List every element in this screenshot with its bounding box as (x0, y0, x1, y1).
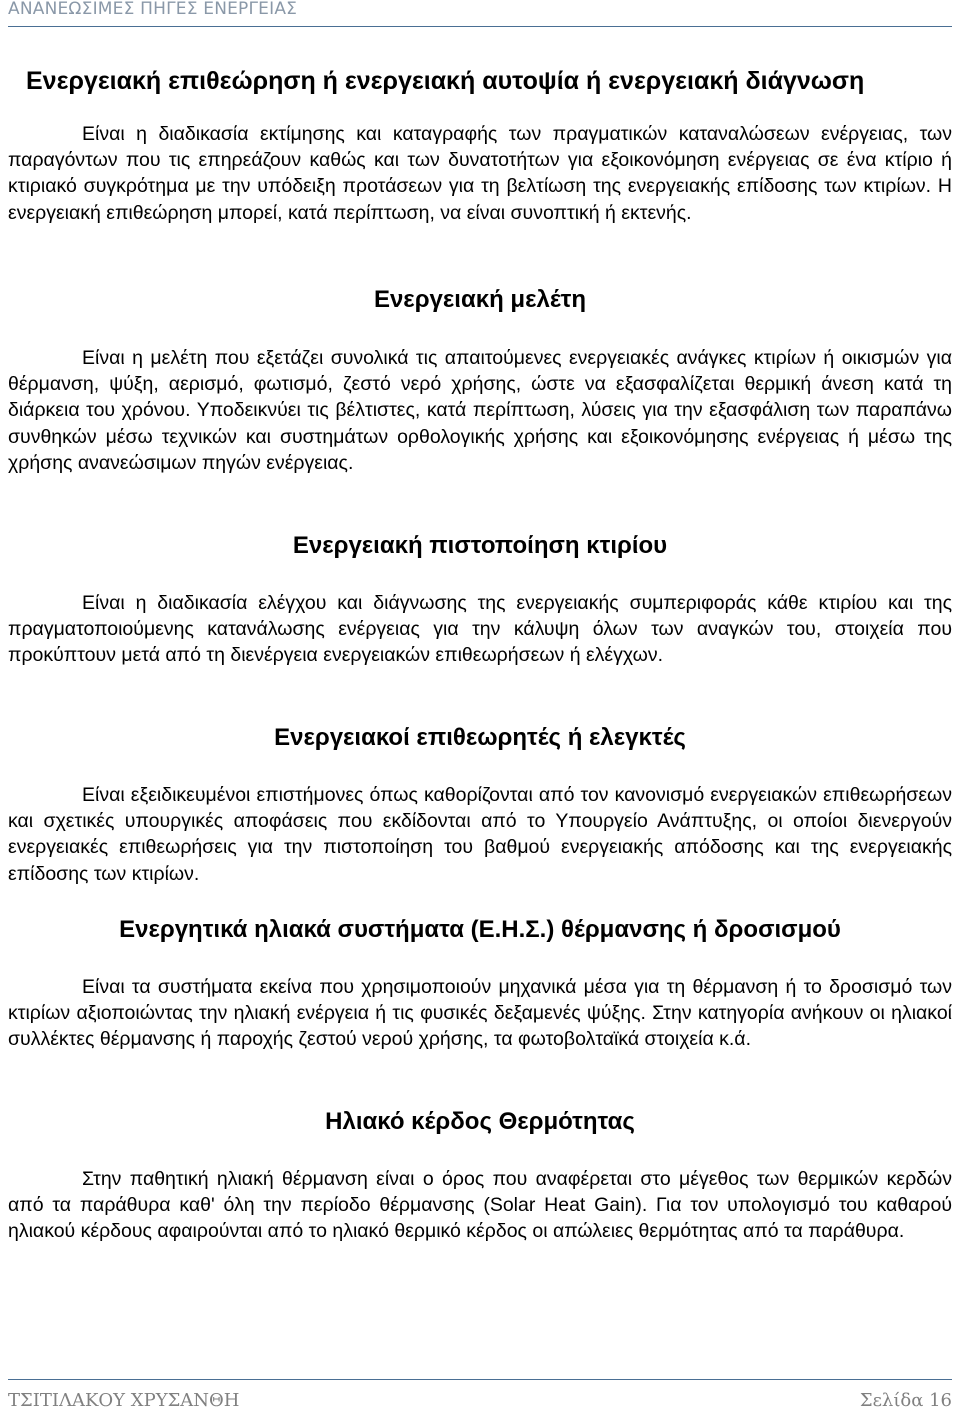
section-5-paragraph: Στην παθητική ηλιακή θέρμανση είναι ο όρος που αναφέρεται στο μέγεθος των θερμικών κερδών από τα παράθυρα καθ' όλη την περίοδο θέρμανσης (Solar Heat Gain). Για τον υπολογισμό του καθαρού ηλιακού κέρδους αφαιρούνται από το ηλιακό θερμικό κέρδος οι απώλειες θερμότητας από τα παράθυρα. (8, 1168, 952, 1243)
section-1-heading: Ενεργειακή μελέτη (373, 286, 587, 313)
section-3-heading: Ενεργειακοί επιθεωρητές ή ελεγκτές (274, 724, 686, 751)
section-4-paragraph: Είναι τα συστήματα εκείνα που χρησιμοποιούν μηχανικά μέσα για τη θέρμανση ή το δροσισμό των κτιρίων αξιοποιώντας την ηλιακή ενέργεια ή τις φυσικές δεξαμενές ψύξης. Στην κατηγορία ανήκουν οι ηλιακοί συλλέκτες θέρμανσης ή παροχής ζεστού νερού χρήσης, τα φωτοβολταϊκά στοιχεία κ.ά. (8, 976, 952, 1051)
section-3-paragraph: Είναι εξειδικευμένοι επιστήμονες όπως καθορίζονται από τον κανονισμό ενεργειακών επιθεωρήσεων και σχετικές υπουργικές αποφάσεις που εκδίδονται από το Υπουργείο Ανάπτυξης, οι οποίοι διενεργούν ενεργειακές επιθεωρήσεις για την πιστοποίηση του βαθμού ενεργειακής απόδοσης και της ενεργειακής επίδοσης των κτιρίων. (8, 784, 952, 885)
page-header (8, 0, 952, 27)
footer-page-number: Σελίδα 16 (859, 1390, 952, 1411)
page-footer (8, 1379, 952, 1411)
section-4-heading: Ενεργητικά ηλιακά συστήματα (Ε.Η.Σ.) θέρμανσης ή δροσισμού (119, 916, 841, 943)
section-5-heading: Ηλιακό κέρδος Θερμότητας (325, 1108, 635, 1135)
header-title: ΑΝΑΝΕΩΣΙΜΕΣ ΠΗΓΕΣ ΕΝΕΡΓΕΙΑΣ (8, 0, 298, 19)
section-2-heading: Ενεργειακή πιστοποίηση κτιρίου (292, 532, 668, 559)
section-0-paragraph: Είναι η διαδικασία εκτίμησης και καταγραφής των πραγματικών καταναλώσεων ενέργειας, των παραγόντων που τις επηρεάζουν καθώς και των δυνατοτήτων για εξοικονόμηση ενέργειας σε ένα κτίριο ή κτιριακό συγκρότημα με την υπόδειξη προτάσεων για τη βελτίωση της ενεργειακής επίδοσης των κτιρίων. Η ενεργειακή επιθεώρηση μπορεί, κατά περίπτωση, να είναι συνοπτική ή εκτενής. (8, 123, 952, 224)
main-title: Ενεργειακή επιθεώρηση ή ενεργειακή αυτοψία ή ενεργειακή διάγνωση (26, 67, 865, 95)
section-1-paragraph: Είναι η μελέτη που εξετάζει συνολικά τις απαιτούμενες ενεργειακές ανάγκες κτιρίων ή οικισμών για θέρμανση, ψύξη, αερισμό, φωτισμό, ζεστό νερό χρήσης, ώστε να εξασφαλίζεται θερμική άνεση κατά τη διάρκεια του χρόνου. Υποδεικνύει τις βέλτιστες, κατά περίπτωση, λύσεις για την εξασφάλιση των παραπάνω συνθηκών μέσω τεχνικών και συστημάτων ορθολογικής χρήσης και εξοικονόμησης ενέργειας ή μέσω της χρήσης ανανεώσιμων πηγών ενέργειας. (8, 347, 952, 474)
section-2-paragraph: Είναι η διαδικασία ελέγχου και διάγνωσης της ενεργειακής συμπεριφοράς κάθε κτιρίου και της πραγματοποιούμενης κατανάλωσης ενέργειας για την κάλυψη όλων των αναγκών του, στοιχεία που προκύπτουν μετά από τη διενέργεια ενεργειακών επιθεωρήσεων ή ελέγχων. (8, 592, 952, 667)
footer-author: ΤΣΙΤΙΛΑΚΟΥ ΧΡΥΣΑΝΘΗ (8, 1390, 240, 1411)
